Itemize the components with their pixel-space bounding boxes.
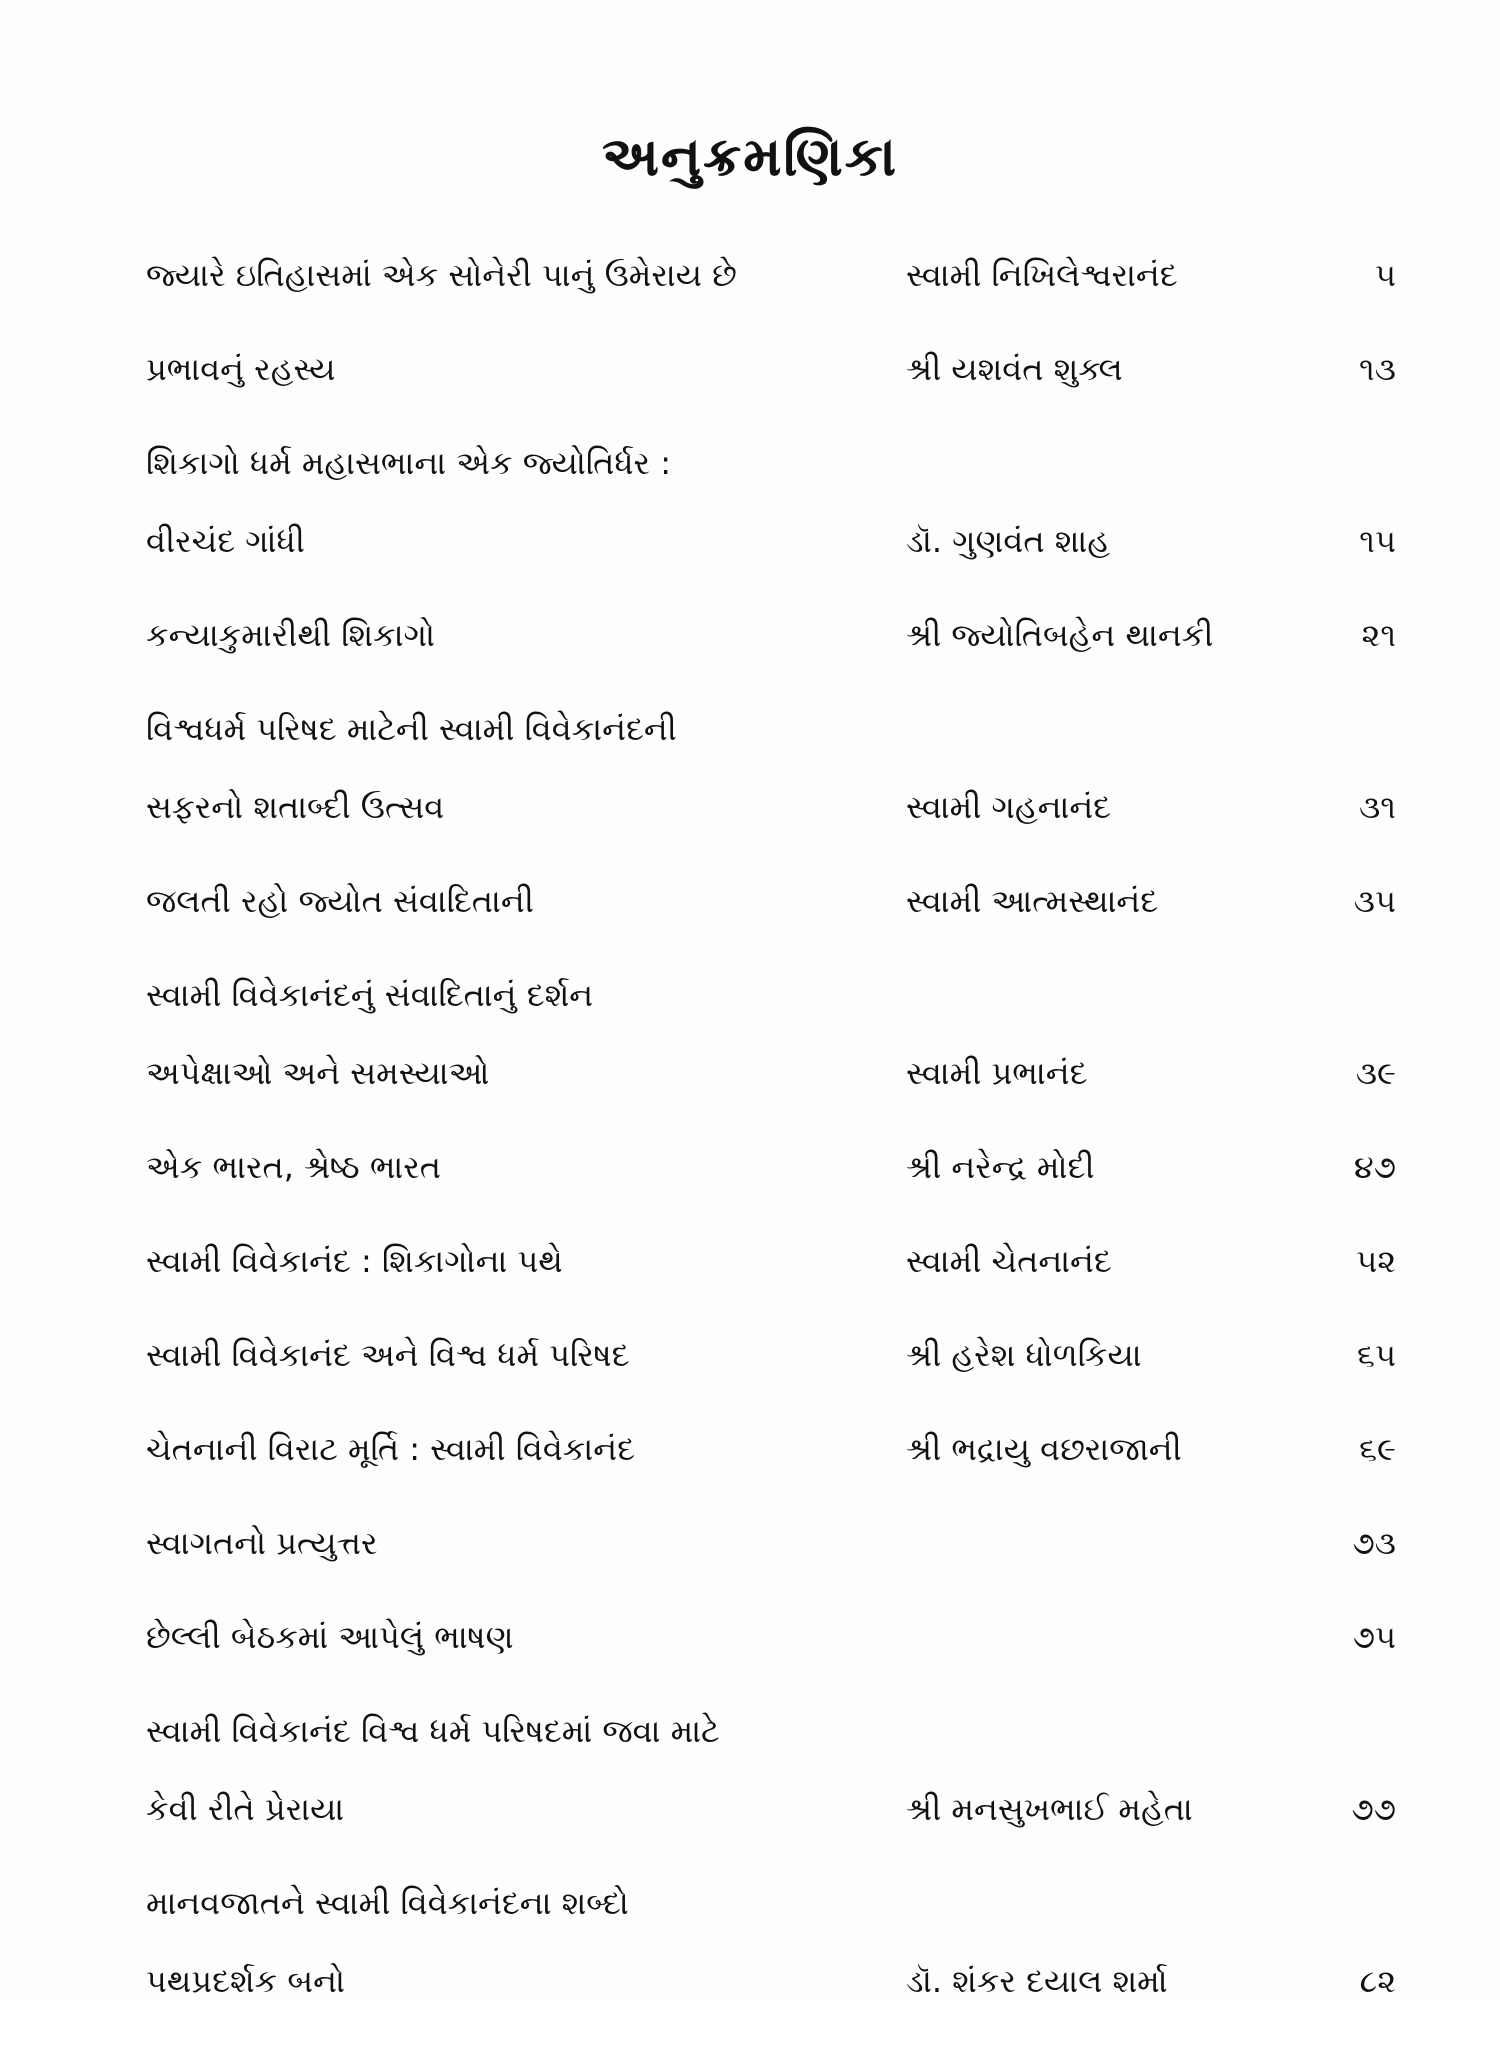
toc-entry-page-number: ૫૨	[1356, 1242, 1396, 1280]
toc-entry-title: પ્રભાવનું રહસ્ય	[146, 350, 336, 388]
toc-entry	[146, 970, 1396, 1098]
toc-entry-page-number: ૨૧	[1361, 616, 1396, 654]
toc-entry-author: સ્વામી પ્રભાનંદ	[906, 1054, 1088, 1092]
toc-entry-page-number: ૬૫	[1357, 1336, 1396, 1374]
toc-entry-line	[146, 1236, 1396, 1286]
toc-entry-title: માનવજાતને સ્વામી વિવેકાનંદના શબ્દો	[146, 1884, 629, 1922]
toc-entry-line	[146, 438, 1396, 488]
toc-entry-title: કેવી રીતે પ્રેરાયા	[146, 1790, 345, 1828]
toc-entry-page-number: ૩૯	[1355, 1054, 1396, 1092]
page-title: અનુક્રમણિકા	[601, 125, 899, 188]
toc-entry-title: વીરચંદ ગાંધી	[146, 522, 305, 560]
toc-entry-page-number: ૭૭	[1351, 1790, 1396, 1828]
toc-entry-author: શ્રી મનસુખભાઈ મહેતા	[906, 1790, 1193, 1828]
toc-entry-author: સ્વામી આત્મસ્થાનંદ	[906, 882, 1159, 920]
toc-entry-author: શ્રી નરેન્દ્ર મોદી	[906, 1148, 1095, 1186]
toc-entry-line	[146, 1784, 1396, 1834]
toc-entry-title: જલતી રહો જ્યોત સંવાદિતાની	[146, 882, 534, 920]
toc-entry-title: શિકાગો ધર્મ મહાસભાના એક જ્યોતિર્ધર :	[146, 444, 672, 482]
toc-entry	[146, 344, 1396, 394]
toc-entry	[146, 250, 1396, 300]
toc-entry-author: સ્વામી નિખિલેશ્વરાનંદ	[906, 256, 1178, 294]
toc-entry-title: જ્યારે ઇતિહાસમાં એક સોનેરી પાનું ઉમેરાય છે	[146, 256, 737, 294]
toc-entry-author: શ્રી જ્યોતિબહેન થાનકી	[906, 616, 1214, 654]
toc-entry-title: સ્વાગતનો પ્રત્યુત્તર	[146, 1524, 378, 1562]
toc-entry-page-number: ૭૫	[1352, 1618, 1396, 1656]
toc-entry	[146, 876, 1396, 926]
toc-entry	[146, 1518, 1396, 1568]
toc-entry-line	[146, 704, 1396, 754]
toc-entry	[146, 1142, 1396, 1192]
toc-entry-title: સ્વામી વિવેકાનંદ વિશ્વ ધર્મ પરિષદમાં જવા માટે	[146, 1712, 720, 1750]
toc-entry-line	[146, 1424, 1396, 1474]
toc-entry-author: શ્રી ભદ્રાયુ વછરાજાની	[906, 1430, 1182, 1468]
toc-entry-title: પથપ્રદર્શક બનો	[146, 1962, 345, 2000]
toc-entry-line	[146, 516, 1396, 566]
toc-entry-author: શ્રી યશવંત શુક્લ	[906, 350, 1123, 388]
toc-entry-line	[146, 344, 1396, 394]
toc-entry-title: ચેતનાની વિરાટ મૂર્તિ : સ્વામી વિવેકાનંદ	[146, 1430, 635, 1468]
toc-entry-line	[146, 1142, 1396, 1192]
toc-entry-author: સ્વામી ચેતનાનંદ	[906, 1242, 1112, 1280]
toc-entry	[146, 1612, 1396, 1662]
toc-entry-page-number: ૫	[1374, 256, 1396, 294]
toc-entry-title: સ્વામી વિવેકાનંદનું સંવાદિતાનું દર્શન	[146, 976, 594, 1014]
toc-entry-title: વિશ્વધર્મ પરિષદ માટેની સ્વામી વિવેકાનંદની	[146, 710, 677, 748]
toc-entry-line	[146, 1612, 1396, 1662]
toc-entry	[146, 1424, 1396, 1474]
toc-entry-page-number: ૧૫	[1359, 522, 1396, 560]
toc-entry-line	[146, 1518, 1396, 1568]
toc-entry-title: સ્વામી વિવેકાનંદ : શિકાગોના પથે	[146, 1242, 563, 1280]
toc-entry	[146, 1236, 1396, 1286]
toc-entry-title: સફરનો શતાબ્દી ઉત્સવ	[146, 788, 445, 826]
toc-entry-author: શ્રી હરેશ ધોળકિયા	[906, 1336, 1142, 1374]
toc-entry	[146, 704, 1396, 832]
toc-entry	[146, 1330, 1396, 1380]
toc-entry-line	[146, 1956, 1396, 2006]
toc-entry-author: ડૉ. ગુણવંત શાહ	[906, 522, 1111, 560]
toc-entry-line	[146, 1330, 1396, 1380]
toc-entry-author: ડૉ. શંકર દયાલ શર્મા	[906, 1962, 1168, 2000]
toc-entry-line	[146, 1706, 1396, 1756]
toc-entry-line	[146, 970, 1396, 1020]
table-of-contents	[146, 250, 1396, 2050]
toc-entry-page-number: ૩૫	[1353, 882, 1396, 920]
toc-entry-page-number: ૬૯	[1359, 1430, 1396, 1468]
toc-entry	[146, 610, 1396, 660]
toc-entry-page-number: ૭૩	[1352, 1524, 1396, 1562]
toc-entry-title: અપેક્ષાઓ અને સમસ્યાઓ	[146, 1054, 490, 1092]
toc-entry	[146, 1878, 1396, 2006]
toc-entry-line	[146, 610, 1396, 660]
toc-entry-line	[146, 1878, 1396, 1928]
toc-entry-page-number: ૮૨	[1359, 1962, 1396, 2000]
toc-entry-author: સ્વામી ગહનાનંદ	[906, 788, 1112, 826]
toc-entry-line	[146, 782, 1396, 832]
toc-entry	[146, 1706, 1396, 1834]
toc-entry-page-number: ૧૩	[1359, 350, 1396, 388]
toc-entry-page-number: ૪૭	[1353, 1148, 1396, 1186]
toc-entry-page-number: ૩૧	[1359, 788, 1396, 826]
toc-entry-title: એક ભારત, શ્રેષ્ઠ ભારત	[146, 1148, 442, 1186]
toc-entry-title: કન્યાકુમારીથી શિકાગો	[146, 616, 435, 654]
toc-entry	[146, 438, 1396, 566]
toc-entry-line	[146, 1048, 1396, 1098]
toc-entry-line	[146, 250, 1396, 300]
toc-entry-title: સ્વામી વિવેકાનંદ અને વિશ્વ ધર્મ પરિષદ	[146, 1336, 630, 1374]
toc-entry-line	[146, 876, 1396, 926]
toc-entry-title: છેલ્લી બેઠકમાં આપેલું ભાષણ	[146, 1618, 514, 1656]
